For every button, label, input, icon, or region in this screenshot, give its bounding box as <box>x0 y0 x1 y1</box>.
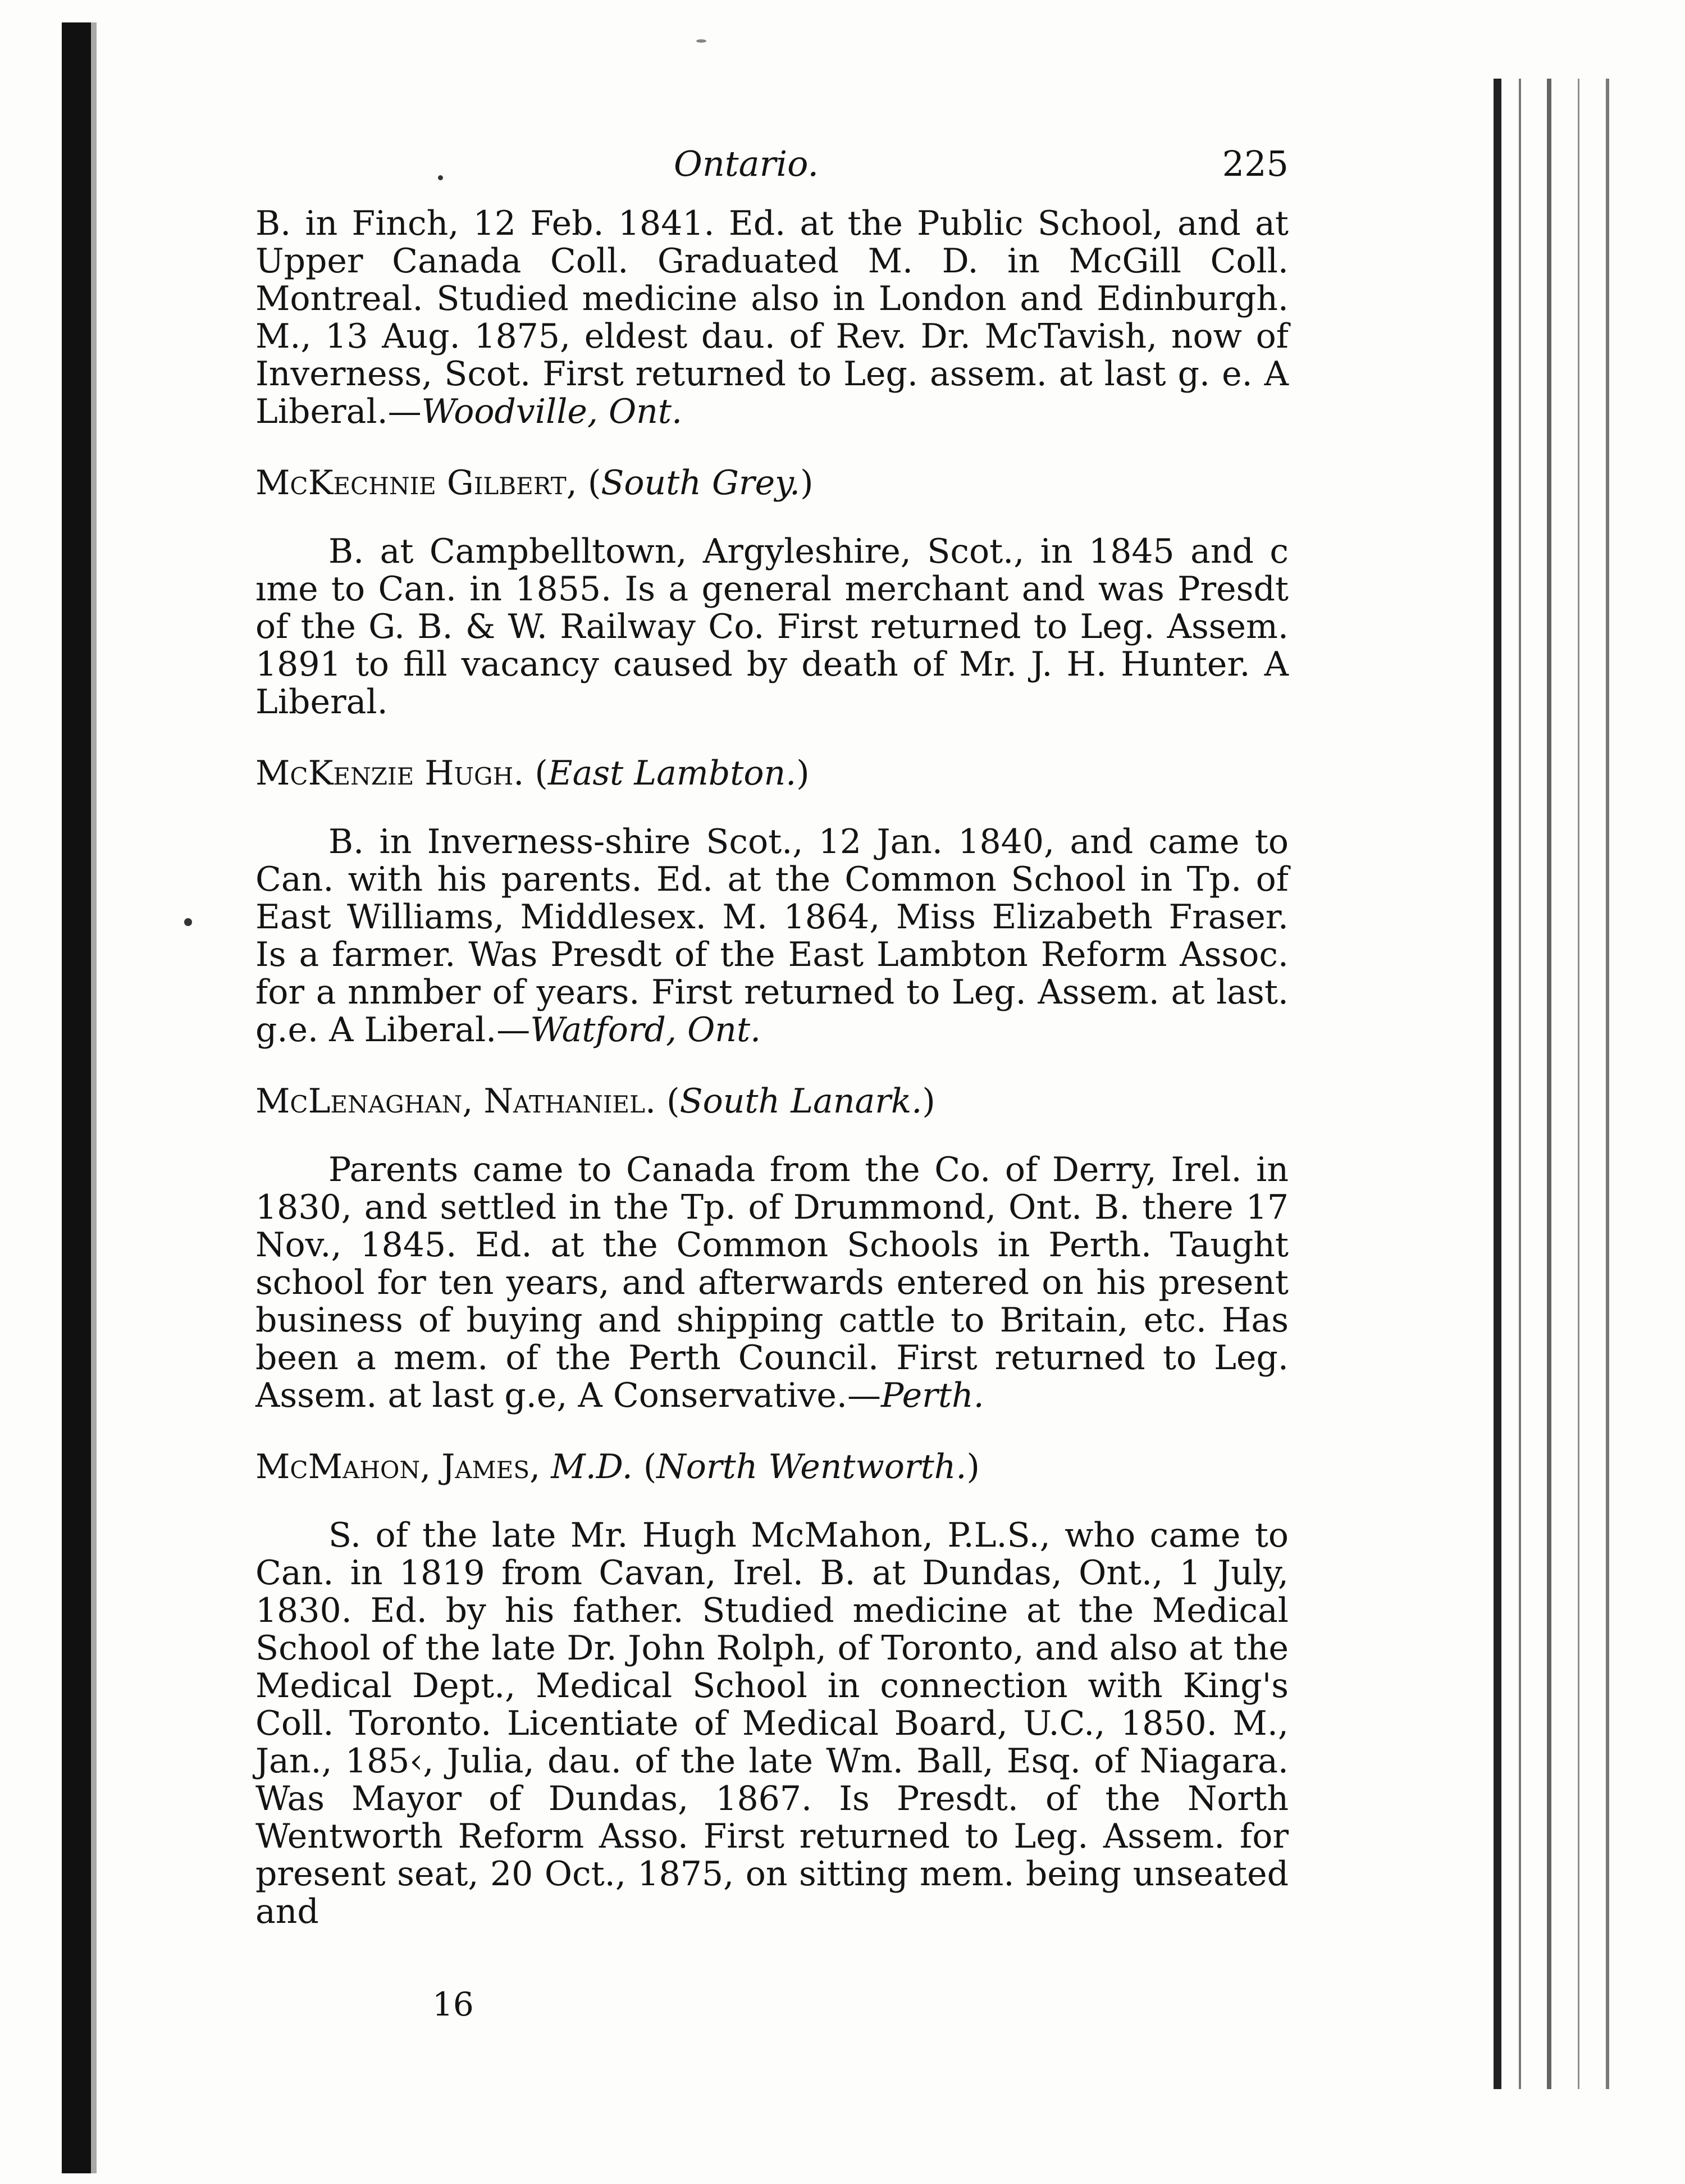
entry-heading: McLenaghan, Nathaniel. (South Lanark.) <box>255 1082 935 1121</box>
entry-heading: McKechnie Gilbert, (South Grey.) <box>255 463 814 503</box>
entry-text <box>255 823 1289 1049</box>
entry-heading: McKenzie Hugh. (East Lambton.) <box>255 754 810 793</box>
page-content <box>255 143 1289 1931</box>
entry-text <box>255 533 1289 721</box>
member-name: McMahon, James, <box>255 1447 541 1487</box>
running-head <box>255 143 1289 205</box>
scan-speck <box>696 39 706 43</box>
member-name: McKechnie Gilbert, <box>255 463 577 503</box>
continuation-text: B. in Finch, 12 Feb. 1841. Ed. at the Public School, and at Upper Canada Coll. Graduated M. D. in McGill Coll. Montreal. Studied medicine also in London and Edinburgh. M., 13 Aug. 1875, eldest dau. of Rev. Dr. McTavish, now of Inverness, Scot. First returned to Leg. assem. at last g. e. A Liberal.— <box>255 204 1289 431</box>
entry-residence: Perth. <box>880 1376 984 1415</box>
member-name: McLenaghan, Nathaniel. <box>255 1082 656 1121</box>
member-name: McKenzie Hugh. <box>255 754 524 793</box>
continuation-residence: Woodville, Ont. <box>421 392 683 431</box>
continuation-paragraph <box>255 205 1289 431</box>
member-title: M.D. <box>551 1447 633 1487</box>
page-number: 225 <box>1222 143 1289 184</box>
riding: South Grey. <box>601 463 801 503</box>
signature-mark: 16 <box>432 1985 474 2023</box>
riding: North Wentworth. <box>656 1447 967 1487</box>
scan-binding-edge <box>62 22 91 2173</box>
running-title: Ontario. <box>674 143 819 184</box>
scan-facing-page-edge <box>1494 79 1617 2089</box>
entry-residence: Watford, Ont. <box>530 1010 761 1050</box>
riding: East Lambton. <box>547 754 797 793</box>
riding: South Lanark. <box>679 1082 923 1121</box>
entry-body: B. in Inverness-shire Scot., 12 Jan. 1840, and came to Can. with his parents. Ed. at the Common School in Tp. of East Williams, Middlesex. M. 1864, Miss Elizabeth Fraser. Is a farmer. Was Presdt of the East Lambton Reform Assoc. for a nnmber of years. First returned to Leg. Assem. at last. g.e. A Liberal.— <box>255 822 1289 1050</box>
entry-text <box>255 1517 1289 1931</box>
scan-speck <box>184 918 192 926</box>
entry-body: Parents came to Canada from the Co. of Derry, Irel. in 1830, and settled in the Tp. of Drummond, Ont. B. there 17 Nov., 1845. Ed. at the Common Schools in Perth. Taught school for ten years, and afterwards entered on his present business of buying and shipping cattle to Britain, etc. Has been a mem. of the Perth Council. First returned to Leg. Assem. at last g.e, A Conservative.— <box>255 1150 1289 1415</box>
entry-heading: McMahon, James, M.D. (North Wentworth.) <box>255 1447 980 1487</box>
entry-body: B. at Campbelltown, Argyleshire, Scot., in 1845 and c ıme to Can. in 1855. Is a general merchant and was Presdt of the G. B. & W. Railway Co. First returned to Leg. Assem. 1891 to fill vacancy caused by death of Mr. J. H. Hunter. A Liberal. <box>255 532 1289 722</box>
entry-text <box>255 1151 1289 1415</box>
entry-body: S. of the late Mr. Hugh McMahon, P.L.S., who came to Can. in 1819 from Cavan, Irel. B. at Dundas, Ont., 1 July, 1830. Ed. by his father. Studied medicine at the Medical School of the late Dr. John Rolph, of Toronto, and also at the Medical Dept., Medical School in connection with King's Coll. Toronto. Licentiate of Medical Board, U.C., 1850. M., Jan., 185‹, Julia, dau. of the late Wm. Ball, Esq. of Niagara. Was Mayor of Dundas, 1867. Is Presdt. of the North Wentworth Reform Asso. First returned to Leg. Assem. for present seat, 20 Oct., 1875, on sitting mem. being unseated and <box>255 1516 1289 1931</box>
